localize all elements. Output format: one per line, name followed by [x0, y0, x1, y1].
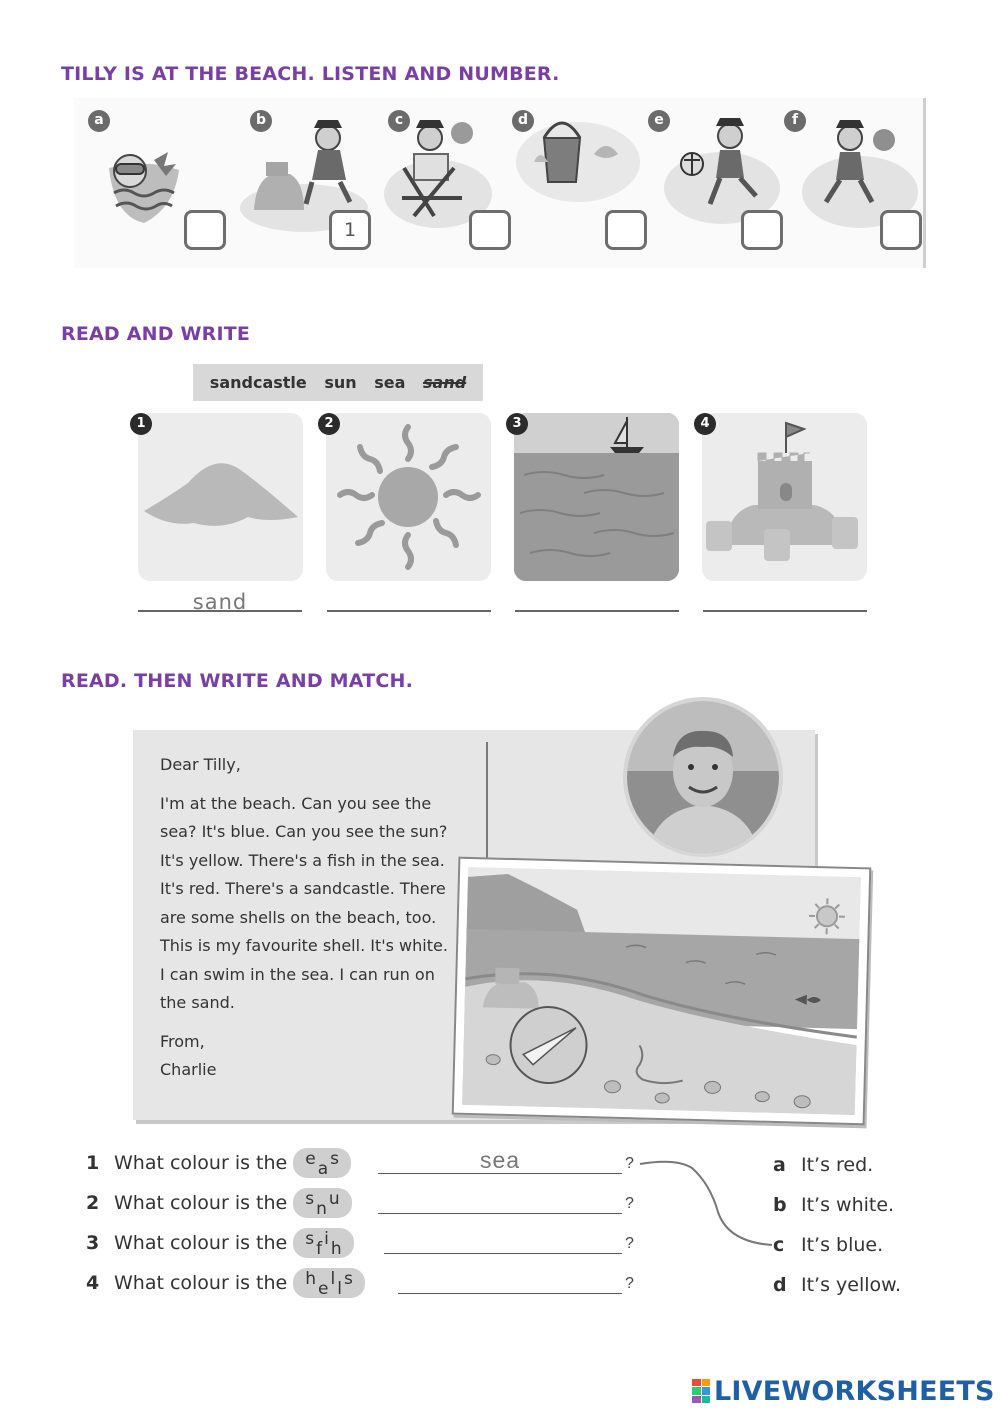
answer-option-c[interactable] — [773, 1228, 883, 1262]
answer-option-d[interactable] — [773, 1268, 901, 1302]
picture-c — [374, 98, 514, 268]
letter-closing: From, — [160, 1031, 205, 1051]
item-number: 4 — [694, 413, 716, 435]
answer-text: It’s white. — [801, 1194, 895, 1216]
logo-grid-icon — [692, 1379, 710, 1403]
item-number: 3 — [506, 413, 528, 435]
number-box-d[interactable] — [605, 210, 647, 250]
question-answer-4[interactable] — [398, 1270, 622, 1294]
picture-b — [234, 98, 374, 268]
letter-line: I'm at the beach. Can you see the — [160, 793, 432, 813]
postcard-letter — [160, 751, 460, 1085]
scrambled-letters — [293, 1228, 353, 1258]
letter-line: I can swim in the sea. I can run on — [160, 964, 435, 984]
answer-line-4[interactable] — [703, 588, 867, 612]
item-number: 1 — [130, 413, 152, 435]
sand-pile-icon — [138, 413, 303, 581]
scrambled-letter: e — [305, 1149, 316, 1169]
sea-with-boat-icon — [514, 413, 679, 581]
answer-letter: c — [773, 1234, 785, 1256]
question-mark: ? — [625, 1155, 634, 1172]
question-number: 3 — [86, 1232, 100, 1254]
question-mark: ? — [625, 1235, 634, 1252]
word-bank — [193, 364, 483, 401]
section2-heading: READ AND WRITE — [61, 323, 251, 345]
card-sea — [514, 413, 679, 581]
question-answer-3[interactable] — [384, 1230, 622, 1254]
picture-letter: c — [388, 110, 410, 132]
question-mark: ? — [625, 1275, 634, 1292]
question-number: 1 — [86, 1152, 100, 1174]
picture-letter: f — [784, 110, 806, 132]
number-box-a[interactable] — [184, 210, 226, 250]
answer-line-3[interactable] — [515, 588, 679, 612]
sun-icon — [326, 413, 491, 581]
answer-letter: d — [773, 1274, 787, 1296]
question-1 — [86, 1146, 351, 1180]
word-bank-item-used: sand — [423, 373, 467, 392]
number-box-e[interactable] — [741, 210, 783, 250]
section1-heading: TILLY IS AT THE BEACH. LISTEN AND NUMBER. — [61, 63, 560, 85]
scrambled-letter: h — [305, 1269, 317, 1289]
question-answer-1[interactable]: sea — [378, 1150, 622, 1174]
scrambled-letter: s — [343, 1269, 353, 1289]
letter-line: It's red. There's a sandcastle. There — [160, 879, 446, 898]
section3-heading: READ. THEN WRITE AND MATCH. — [61, 670, 414, 692]
scrambled-letters — [293, 1188, 351, 1218]
answer-letter: b — [773, 1194, 787, 1216]
word-bank-item: sun — [324, 373, 357, 392]
question-answer-2[interactable] — [378, 1190, 622, 1214]
liveworksheets-logo — [692, 1374, 995, 1408]
letter-signature: Charlie — [160, 1060, 217, 1079]
question-number: 4 — [86, 1272, 100, 1294]
scrambled-letter: s — [330, 1149, 339, 1169]
question-text: What colour is the — [114, 1232, 288, 1254]
boy-photo — [623, 697, 783, 857]
answer-text: It’s blue. — [801, 1234, 884, 1256]
scrambled-letter: n — [316, 1199, 327, 1219]
letter-line: the sand. — [160, 993, 235, 1012]
question-3 — [86, 1226, 354, 1260]
word-bank-item: sandcastle — [209, 373, 307, 392]
beach-scene-icon — [462, 867, 861, 1115]
number-box-c[interactable] — [469, 210, 511, 250]
picture-letter: b — [250, 110, 272, 132]
letter-line: It's yellow. There's a fish in the sea. — [160, 850, 445, 870]
answer-option-b[interactable] — [773, 1188, 894, 1222]
item-number: 2 — [318, 413, 340, 435]
answer-text: It’s red. — [801, 1154, 874, 1176]
scrambled-letter: s — [305, 1229, 315, 1249]
picture-a — [74, 98, 214, 268]
picture-f — [791, 98, 934, 268]
number-box-b[interactable]: 1 — [329, 210, 371, 250]
card-sandcastle — [702, 413, 867, 581]
scrambled-letters — [293, 1268, 365, 1298]
picture-letter: a — [88, 110, 110, 132]
question-mark: ? — [625, 1195, 634, 1212]
word-bank-item: sea — [374, 373, 406, 392]
scrambled-letter: l — [337, 1279, 342, 1299]
scrambled-letter: l — [330, 1269, 336, 1289]
picture-strip — [74, 98, 926, 268]
scrambled-letter: f — [316, 1239, 323, 1259]
letter-line: are some shells on the beach, too. — [160, 907, 437, 927]
question-text: What colour is the — [114, 1152, 288, 1174]
question-4 — [86, 1266, 365, 1300]
letter-line: sea? It's blue. Can you see the sun? — [160, 822, 448, 841]
answer-line-2[interactable] — [327, 588, 491, 612]
sandcastle-with-flag-icon — [702, 413, 867, 581]
question-2 — [86, 1186, 352, 1220]
boy-photo-icon — [627, 701, 779, 853]
answer-text: It’s yellow. — [801, 1274, 901, 1296]
card-sand — [138, 413, 303, 581]
scrambled-letters — [293, 1148, 351, 1178]
question-text: What colour is the — [114, 1272, 288, 1294]
number-box-f[interactable] — [880, 210, 922, 250]
scrambled-letter: u — [328, 1189, 340, 1209]
match-line — [636, 1156, 776, 1256]
picture-letter: e — [648, 110, 670, 132]
scrambled-letter: h — [330, 1239, 342, 1259]
answer-line-1[interactable]: sand — [138, 588, 302, 612]
picture-letter: d — [512, 110, 534, 132]
letter-line: This is my favourite shell. It's white. — [160, 936, 448, 955]
letter-greeting: Dear Tilly, — [160, 755, 241, 774]
answer-option-a[interactable] — [773, 1148, 873, 1182]
scrambled-letter: s — [305, 1189, 315, 1209]
picture-d — [514, 98, 654, 268]
question-number: 2 — [86, 1192, 100, 1214]
beach-photo — [452, 857, 872, 1126]
scrambled-letter: i — [324, 1229, 329, 1249]
answer-letter: a — [773, 1154, 786, 1176]
logo-text: LIVEWORKSHEETS — [714, 1375, 995, 1407]
scrambled-letter: a — [317, 1159, 329, 1179]
picture-e — [654, 98, 794, 268]
question-text: What colour is the — [114, 1192, 288, 1214]
card-sun — [326, 413, 491, 581]
scrambled-letter: e — [318, 1279, 329, 1299]
